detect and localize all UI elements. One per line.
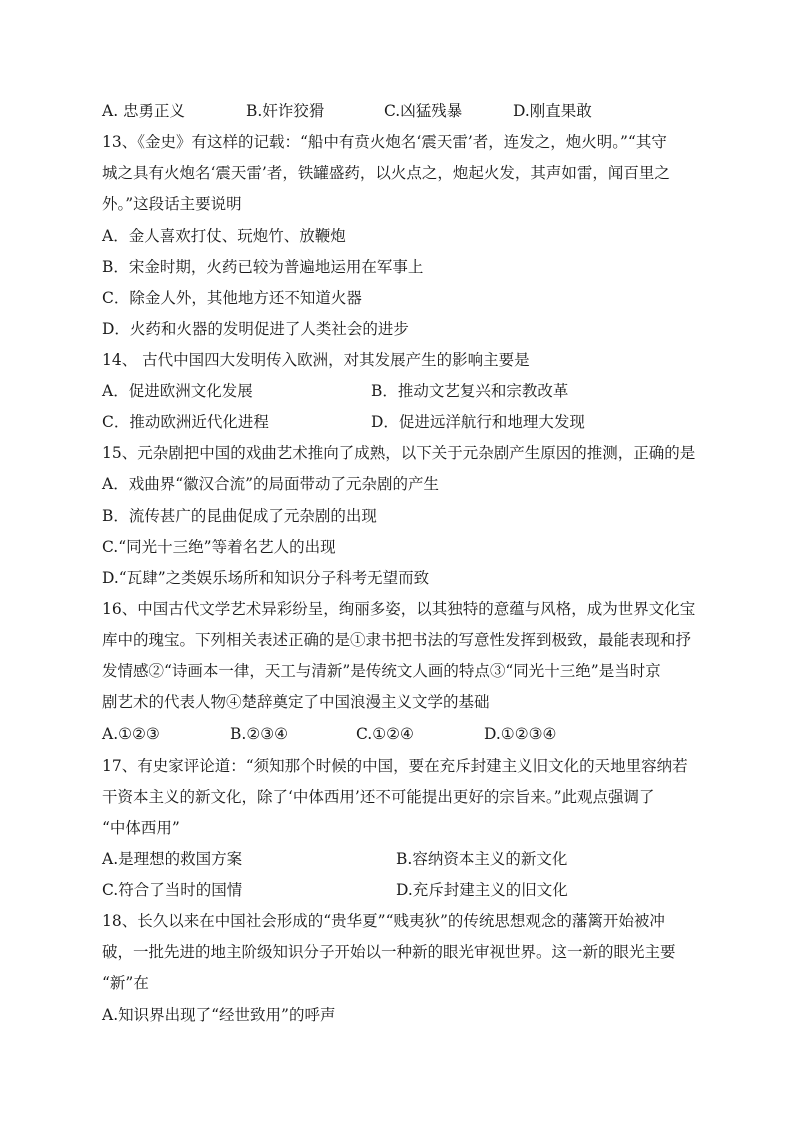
q13-stem-line2: 城之具有火炮名‘震天雷’者，铁罐盛药，以火点之，炮起火发，其声如雷，闻百里之 (102, 164, 670, 182)
q14-stem-line1: 14、 古代中国四大发明传入欧洲，对其发展产生的影响主要是 (102, 351, 530, 369)
q13-option-c: C．除金人外，其他地方还不知道火器 (102, 289, 362, 307)
q14-option-c: C．推动欧洲近代化进程 (102, 413, 269, 431)
q14-option-a: A．促进欧洲文化发展 (102, 382, 253, 400)
q15-stem-line1: 15、元杂剧把中国的戏曲艺术推向了成熟，以下关于元杂剧产生原因的推测，正确的是 (102, 444, 696, 462)
q17-stem-line1: 17、有史家评论道：“须知那个时候的中国，要在充斥封建主义旧文化的天地里容纳若 (102, 757, 688, 775)
q16-stem-line2: 库中的瑰宝。下列相关表述正确的是①隶书把书法的写意性发挥到极致，最能表现和抒 (102, 631, 692, 649)
q17-option-a: A.是理想的救国方案 (102, 850, 243, 868)
q15-option-c: C.“同光十三绝”等着名艺人的出现 (102, 538, 336, 556)
q17-option-b: B.容纳资本主义的新文化 (396, 850, 568, 868)
q16-stem-line1: 16、中国古代文学艺术异彩纷呈，绚丽多姿，以其独特的意蕴与风格，成为世界文化宝 (102, 600, 696, 618)
q16-stem-line4: 剧艺术的代表人物④楚辞奠定了中国浪漫主义文学的基础 (102, 693, 490, 711)
q16-option-d: D.①②③④ (484, 725, 557, 743)
q16-option-c: C.①②④ (356, 725, 414, 743)
q13-stem-line1: 13、《金史》有这样的记载：“船中有贲火炮名‘震天雷’者，连发之，炮火明。”“其守 (102, 133, 667, 151)
q13-stem-line3: 外。”这段话主要说明 (102, 195, 242, 213)
q17-option-c: C.符合了当时的国情 (102, 881, 243, 899)
q16-option-a: A.①②③ (102, 725, 160, 743)
q13-option-b: B．宋金时期，火药已较为普遍地运用在军事上 (102, 258, 424, 276)
q13-option-d: D．火药和火器的发明促进了人类社会的进步 (102, 320, 409, 338)
q12-option-c: C.凶猛残暴 (384, 102, 463, 120)
q17-stem-line3: “中体西用” (102, 819, 180, 837)
q15-option-b: B．流传甚广的昆曲促成了元杂剧的出现 (102, 507, 377, 525)
q18-option-a: A.知识界出现了“经世致用”的呼声 (102, 1006, 336, 1024)
q14-option-b: B．推动文艺复兴和宗教改革 (371, 382, 569, 400)
q18-stem-line3: “新”在 (102, 974, 149, 992)
q12-option-d: D.刚直果敢 (513, 102, 592, 120)
q14-option-d: D．促进远洋航行和地理大发现 (371, 413, 585, 431)
q12-option-b: B.奸诈狡猾 (246, 102, 325, 120)
q17-option-d: D.充斥封建主义的旧文化 (396, 881, 568, 899)
q15-option-a: A．戏曲界“徽汉合流”的局面带动了元杂剧的产生 (102, 475, 440, 493)
q18-stem-line1: 18、长久以来在中国社会形成的“贵华夏”“贱夷狄”的传统思想观念的藩篱开始被冲 (102, 912, 665, 930)
q12-option-a: A. 忠勇正义 (102, 102, 186, 120)
q16-option-b: B.②③④ (230, 725, 289, 743)
q17-stem-line2: 干资本主义的新文化，除了‘中体西用’还不可能提出更好的宗旨来。”此观点强调了 (102, 788, 655, 806)
q13-option-a: A．金人喜欢打仗、玩炮竹、放鞭炮 (102, 227, 346, 245)
q15-option-d: D.“瓦肆”之类娱乐场所和知识分子科考无望而致 (102, 569, 430, 587)
q18-stem-line2: 破，一批先进的地主阶级知识分子开始以一种新的眼光审视世界。这一新的眼光主要 (102, 943, 676, 961)
q16-stem-line3: 发情感②“诗画本一律，天工与清新”是传统文人画的特点③“同光十三绝”是当时京 (102, 662, 661, 680)
